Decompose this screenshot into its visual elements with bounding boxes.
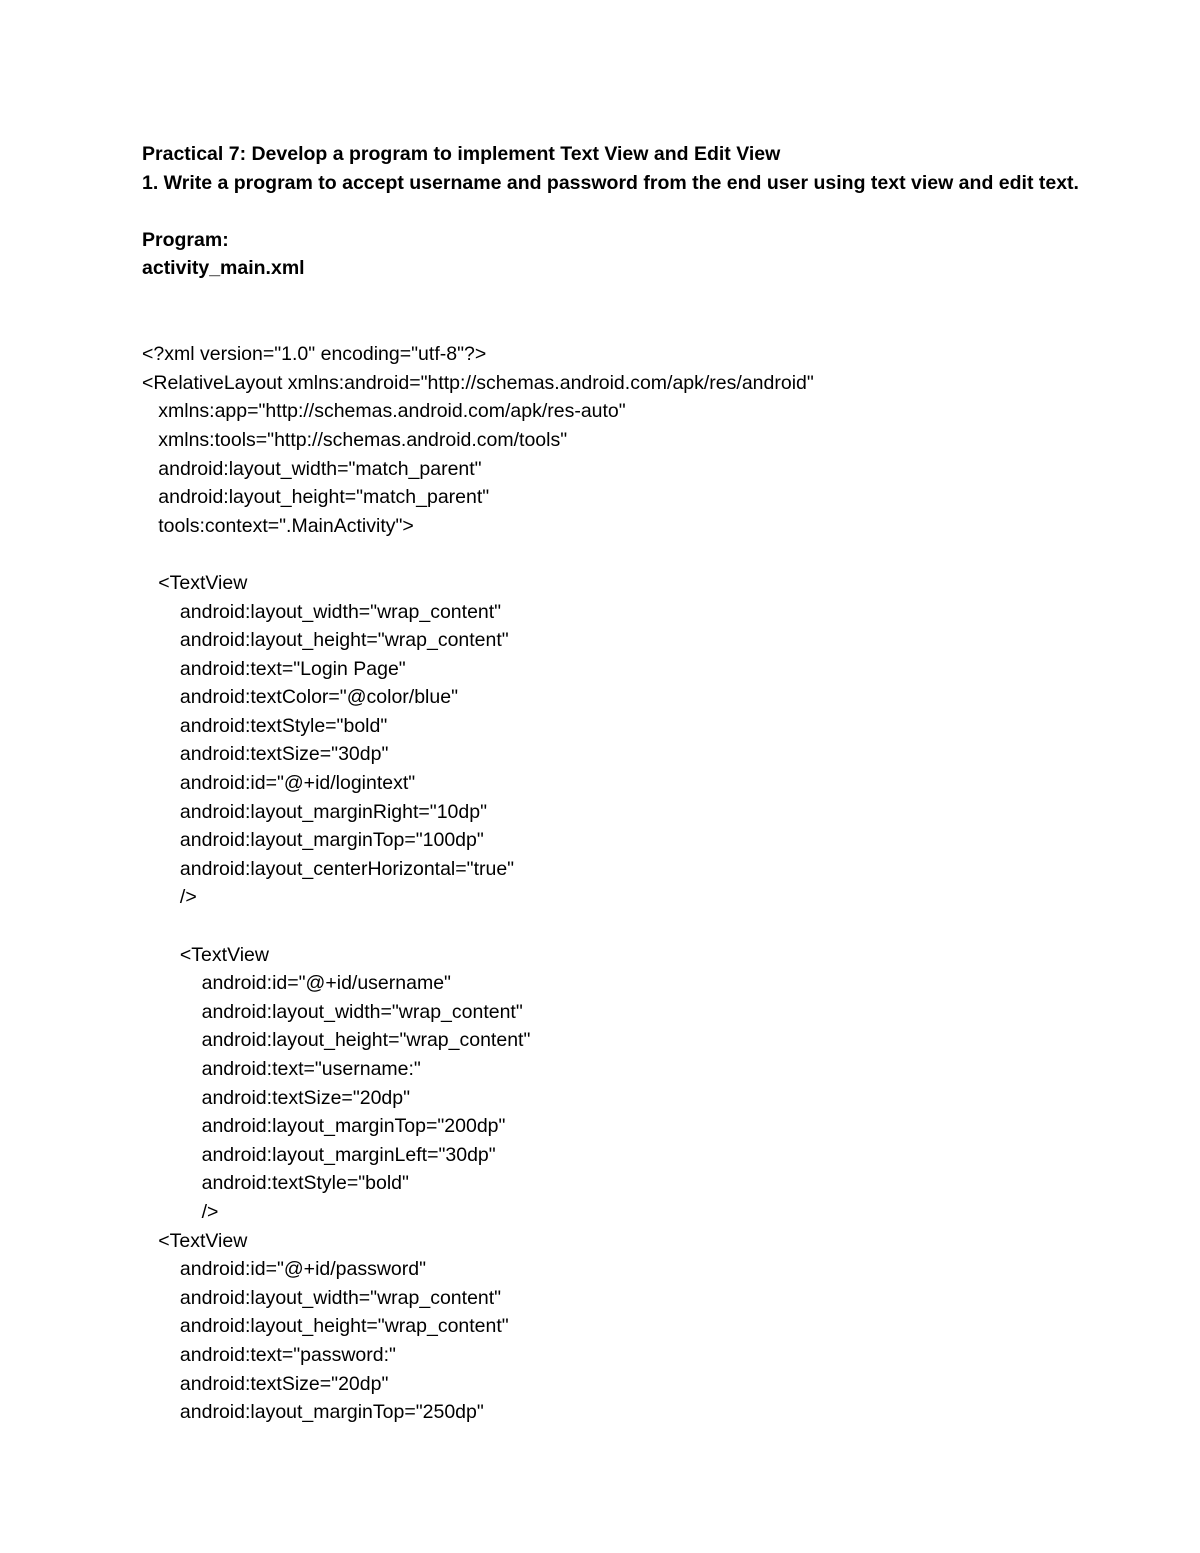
code-line: android:layout_marginTop="100dp"	[142, 829, 484, 852]
code-line: android:layout_width="wrap_content"	[142, 1000, 523, 1023]
code-line: android:layout_centerHorizontal="true"	[142, 857, 515, 880]
code-line: android:text="Login Page"	[142, 657, 406, 680]
code-line	[142, 540, 1142, 569]
question-text: 1. Write a program to accept username and password from the end user using text view and edit text.	[142, 171, 1079, 194]
code-line: xmlns:app="http://schemas.android.com/apk/res-auto"	[142, 400, 626, 423]
code-line: android:textColor="@color/blue"	[142, 686, 458, 709]
code-line: android:textSize="30dp"	[142, 743, 389, 766]
code-line: android:layout_width="match_parent"	[142, 457, 482, 480]
code-line: android:layout_width="wrap_content"	[142, 600, 502, 623]
practical-title: Practical 7: Develop a program to implement Text View and Edit View	[142, 143, 781, 165]
code-line: android:id="@+id/logintext"	[142, 772, 416, 795]
code-line: android:textSize="20dp"	[142, 1372, 389, 1395]
file-name: activity_main.xml	[142, 257, 305, 280]
code-line: android:text="username:"	[142, 1058, 421, 1080]
code-line: android:layout_marginTop="200dp"	[142, 1115, 506, 1138]
code-line	[142, 912, 1142, 941]
code-line: <TextView	[142, 1229, 248, 1252]
code-line: android:id="@+id/password"	[142, 1258, 427, 1281]
code-line: <?xml version="1.0" encoding="utf-8"?>	[142, 343, 487, 366]
code-line: android:id="@+id/username"	[142, 972, 451, 995]
code-line: <TextView	[142, 943, 269, 966]
code-line: tools:context=".MainActivity">	[142, 514, 414, 537]
code-line: />	[142, 1200, 219, 1223]
code-line: android:layout_marginTop="250dp"	[142, 1401, 484, 1424]
code-line: android:textStyle="bold"	[142, 1172, 409, 1195]
code-line: <TextView	[142, 571, 248, 594]
code-line: android:layout_height="wrap_content"	[142, 1315, 509, 1338]
document-content	[142, 140, 1142, 1484]
code-line: android:textSize="20dp"	[142, 1086, 411, 1109]
code-line: android:layout_height="wrap_content"	[142, 1029, 531, 1052]
spacer	[142, 197, 1142, 226]
code-line: android:text="password:"	[142, 1343, 396, 1366]
code-line: android:layout_height="match_parent"	[142, 486, 490, 509]
code-line: android:layout_marginLeft="30dp"	[142, 1143, 496, 1166]
code-line: android:layout_marginRight="10dp"	[142, 800, 488, 823]
code-line: android:layout_height="wrap_content"	[142, 629, 509, 652]
code-line: android:layout_width="wrap_content"	[142, 1286, 502, 1309]
program-label: Program:	[142, 228, 229, 251]
code-lines	[142, 340, 1142, 1427]
code-block	[142, 283, 1142, 1484]
code-line: xmlns:tools="http://schemas.android.com/tools"	[142, 428, 568, 451]
code-line: android:textStyle="bold"	[142, 714, 388, 737]
code-line: <RelativeLayout xmlns:android="http://schemas.android.com/apk/res/android"	[142, 371, 814, 394]
code-line: />	[142, 886, 197, 909]
